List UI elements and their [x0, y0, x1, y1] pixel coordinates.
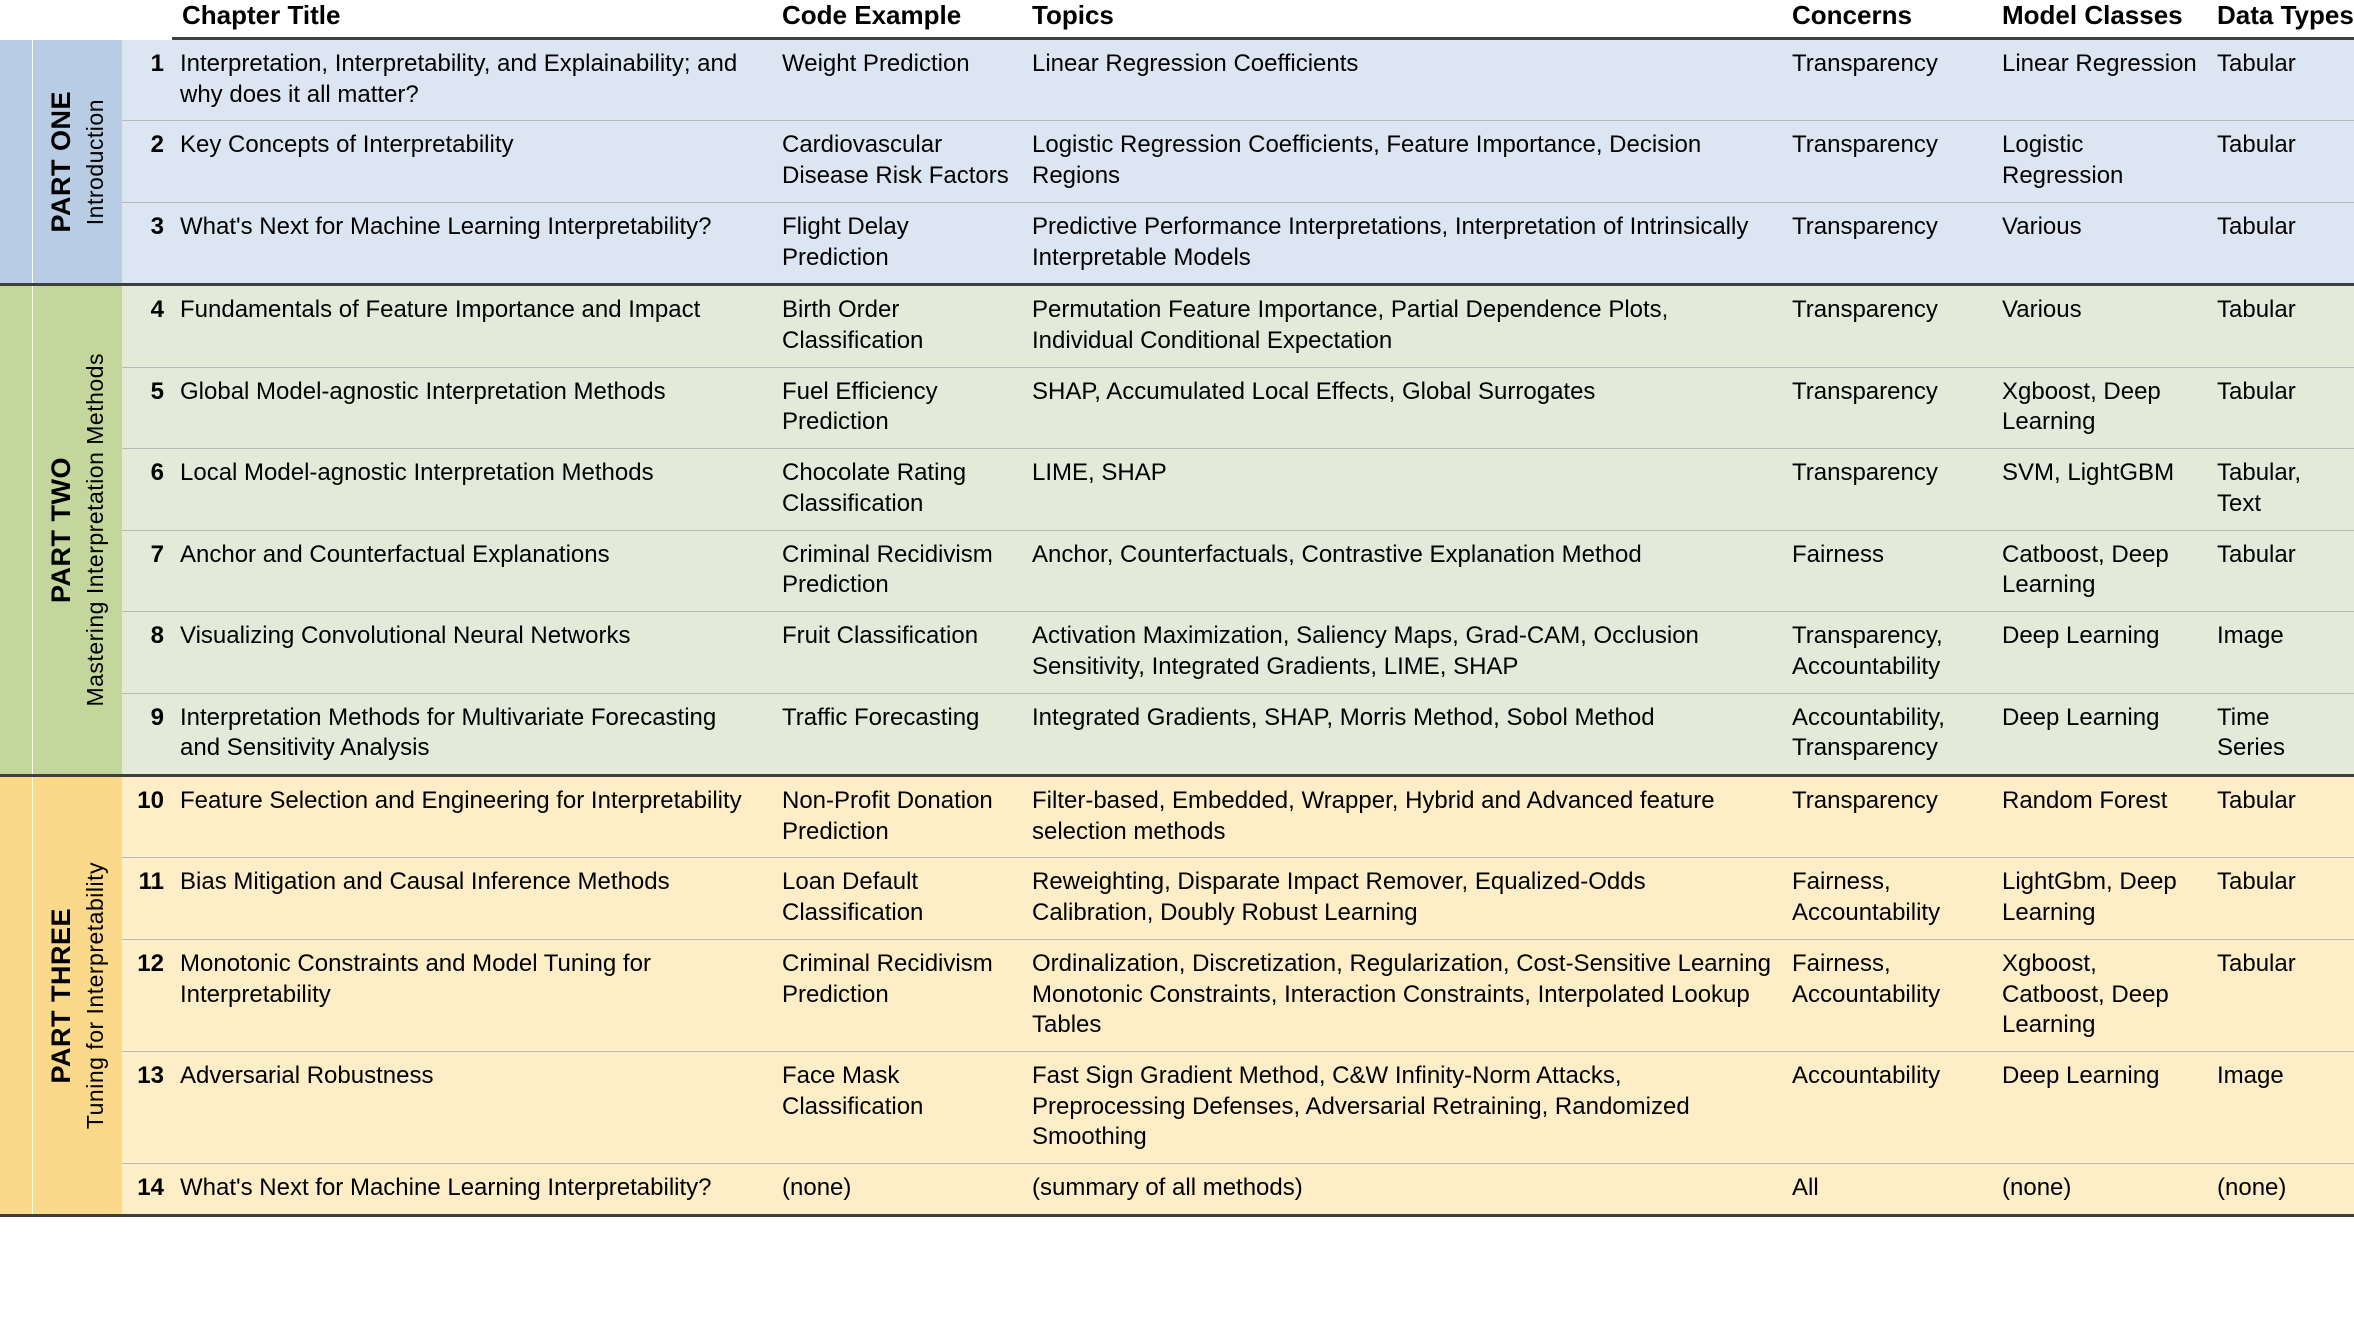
- cell-concerns: Transparency: [1782, 121, 1992, 202]
- cell-chapter-title: Adversarial Robustness: [172, 1051, 772, 1163]
- cell-chapter-title: Feature Selection and Engineering for Interpretability: [172, 775, 772, 857]
- part-label-3: [32, 775, 122, 1215]
- cell-concerns: Transparency: [1782, 367, 1992, 448]
- cell-chapter-title: Visualizing Convolutional Neural Networks: [172, 612, 772, 693]
- cell-chapter-number: 2: [122, 121, 172, 202]
- cell-concerns: Accountability, Transparency: [1782, 693, 1992, 775]
- cell-code-example: Birth Order Classification: [772, 285, 1022, 367]
- cell-chapter-number: 1: [122, 39, 172, 121]
- cell-chapter-number: 12: [122, 939, 172, 1051]
- cell-data-types: Image: [2207, 612, 2354, 693]
- cell-chapter-number: 6: [122, 449, 172, 530]
- part-label-2: [32, 285, 122, 776]
- cell-concerns: Transparency: [1782, 285, 1992, 367]
- cell-topics: Integrated Gradients, SHAP, Morris Method, Sobol Method: [1022, 693, 1782, 775]
- table-row: [0, 1051, 2354, 1163]
- cell-concerns: Accountability: [1782, 1051, 1992, 1163]
- cell-topics: Logistic Regression Coefficients, Feature Importance, Decision Regions: [1022, 121, 1782, 202]
- header-code-example: Code Example: [772, 0, 1022, 39]
- cell-chapter-title: Local Model-agnostic Interpretation Methods: [172, 449, 772, 530]
- part-band-1: [0, 39, 32, 285]
- cell-data-types: Tabular: [2207, 775, 2354, 857]
- cell-code-example: Criminal Recidivism Prediction: [772, 530, 1022, 611]
- table-row: [0, 367, 2354, 448]
- cell-model-classes: (none): [1992, 1164, 2207, 1216]
- cell-model-classes: Random Forest: [1992, 775, 2207, 857]
- cell-chapter-number: 10: [122, 775, 172, 857]
- part-subtitle: Tuning for Interpretability: [81, 861, 108, 1129]
- cell-code-example: (none): [772, 1164, 1022, 1216]
- table-header: [0, 0, 2354, 39]
- table-row: [0, 939, 2354, 1051]
- cell-code-example: Fuel Efficiency Prediction: [772, 367, 1022, 448]
- cell-model-classes: Logistic Regression: [1992, 121, 2207, 202]
- cell-code-example: Fruit Classification: [772, 612, 1022, 693]
- cell-model-classes: Catboost, Deep Learning: [1992, 530, 2207, 611]
- part-label-1: [32, 39, 122, 285]
- cell-topics: Linear Regression Coefficients: [1022, 39, 1782, 121]
- cell-topics: Permutation Feature Importance, Partial Dependence Plots, Individual Conditional Expectation: [1022, 285, 1782, 367]
- cell-topics: Activation Maximization, Saliency Maps, Grad-CAM, Occlusion Sensitivity, Integrated Gradients, LIME, SHAP: [1022, 612, 1782, 693]
- cell-chapter-number: 5: [122, 367, 172, 448]
- cell-concerns: Fairness, Accountability: [1782, 939, 1992, 1051]
- cell-data-types: Tabular: [2207, 121, 2354, 202]
- cell-model-classes: Xgboost, Catboost, Deep Learning: [1992, 939, 2207, 1051]
- cell-topics: Filter-based, Embedded, Wrapper, Hybrid and Advanced feature selection methods: [1022, 775, 1782, 857]
- table-row: [0, 530, 2354, 611]
- cell-chapter-number: 11: [122, 858, 172, 939]
- table-row: [0, 285, 2354, 367]
- cell-concerns: Fairness: [1782, 530, 1992, 611]
- cell-concerns: Transparency: [1782, 775, 1992, 857]
- header-concerns: Concerns: [1782, 0, 1992, 39]
- cell-chapter-number: 9: [122, 693, 172, 775]
- part-band-2: [0, 285, 32, 776]
- cell-concerns: Transparency: [1782, 449, 1992, 530]
- cell-topics: SHAP, Accumulated Local Effects, Global Surrogates: [1022, 367, 1782, 448]
- part-band-3: [0, 775, 32, 1215]
- cell-data-types: Tabular: [2207, 39, 2354, 121]
- part-subtitle: Introduction: [81, 98, 108, 225]
- cell-chapter-title: Fundamentals of Feature Importance and Impact: [172, 285, 772, 367]
- cell-topics: Ordinalization, Discretization, Regularization, Cost-Sensitive Learning Monotonic Constraints, Interaction Constraints, Interpolated Lookup Tables: [1022, 939, 1782, 1051]
- cell-model-classes: Deep Learning: [1992, 1051, 2207, 1163]
- cell-data-types: Tabular: [2207, 202, 2354, 284]
- cell-model-classes: Deep Learning: [1992, 612, 2207, 693]
- cell-model-classes: LightGbm, Deep Learning: [1992, 858, 2207, 939]
- cell-code-example: Weight Prediction: [772, 39, 1022, 121]
- cell-data-types: Tabular: [2207, 367, 2354, 448]
- cell-chapter-title: Bias Mitigation and Causal Inference Methods: [172, 858, 772, 939]
- cell-data-types: Image: [2207, 1051, 2354, 1163]
- cell-data-types: Tabular: [2207, 939, 2354, 1051]
- part-name: PART ONE: [46, 90, 77, 233]
- header-topics: Topics: [1022, 0, 1782, 39]
- cell-chapter-number: 3: [122, 202, 172, 284]
- cell-chapter-number: 4: [122, 285, 172, 367]
- cell-code-example: Non-Profit Donation Prediction: [772, 775, 1022, 857]
- cell-model-classes: Deep Learning: [1992, 693, 2207, 775]
- cell-code-example: Face Mask Classification: [772, 1051, 1022, 1163]
- cell-topics: LIME, SHAP: [1022, 449, 1782, 530]
- cell-data-types: (none): [2207, 1164, 2354, 1216]
- part-name: PART TWO: [46, 457, 77, 604]
- table-row: [0, 121, 2354, 202]
- header-data-types: Data Types: [2207, 0, 2354, 39]
- cell-data-types: Tabular: [2207, 530, 2354, 611]
- header-model-classes: Model Classes: [1992, 0, 2207, 39]
- table-row: [0, 775, 2354, 857]
- cell-topics: (summary of all methods): [1022, 1164, 1782, 1216]
- table-row: [0, 1164, 2354, 1216]
- header-part-label-spacer: [32, 0, 122, 39]
- header-chapter-title: Chapter Title: [172, 0, 772, 39]
- cell-concerns: Transparency: [1782, 202, 1992, 284]
- cell-code-example: Flight Delay Prediction: [772, 202, 1022, 284]
- cell-model-classes: Linear Regression: [1992, 39, 2207, 121]
- cell-data-types: Tabular, Text: [2207, 449, 2354, 530]
- part-name: PART THREE: [46, 907, 77, 1084]
- header-number-spacer: [122, 0, 172, 39]
- cell-concerns: All: [1782, 1164, 1992, 1216]
- cell-model-classes: SVM, LightGBM: [1992, 449, 2207, 530]
- cell-concerns: Transparency: [1782, 39, 1992, 121]
- cell-chapter-number: 7: [122, 530, 172, 611]
- cell-concerns: Transparency, Accountability: [1782, 612, 1992, 693]
- cell-model-classes: Xgboost, Deep Learning: [1992, 367, 2207, 448]
- table-body: [0, 39, 2354, 1216]
- table-row: [0, 39, 2354, 121]
- cell-code-example: Chocolate Rating Classification: [772, 449, 1022, 530]
- cell-chapter-number: 13: [122, 1051, 172, 1163]
- cell-chapter-title: Global Model-agnostic Interpretation Methods: [172, 367, 772, 448]
- cell-data-types: Tabular: [2207, 285, 2354, 367]
- table-row: [0, 202, 2354, 284]
- cell-topics: Reweighting, Disparate Impact Remover, Equalized-Odds Calibration, Doubly Robust Learning: [1022, 858, 1782, 939]
- table-row: [0, 858, 2354, 939]
- cell-concerns: Fairness, Accountability: [1782, 858, 1992, 939]
- cell-code-example: Loan Default Classification: [772, 858, 1022, 939]
- cell-data-types: Time Series: [2207, 693, 2354, 775]
- table-row: [0, 693, 2354, 775]
- part-subtitle: Mastering Interpretation Methods: [81, 353, 108, 707]
- cell-data-types: Tabular: [2207, 858, 2354, 939]
- cell-model-classes: Various: [1992, 202, 2207, 284]
- table-row: [0, 612, 2354, 693]
- cell-chapter-number: 8: [122, 612, 172, 693]
- cell-chapter-title: Anchor and Counterfactual Explanations: [172, 530, 772, 611]
- cell-topics: Anchor, Counterfactuals, Contrastive Explanation Method: [1022, 530, 1782, 611]
- cell-chapter-number: 14: [122, 1164, 172, 1216]
- cell-chapter-title: Interpretation, Interpretability, and Explainability; and why does it all matter?: [172, 39, 772, 121]
- cell-topics: Predictive Performance Interpretations, Interpretation of Intrinsically Interpretable Models: [1022, 202, 1782, 284]
- cell-chapter-title: Interpretation Methods for Multivariate Forecasting and Sensitivity Analysis: [172, 693, 772, 775]
- header-part-spacer: [0, 0, 32, 39]
- cell-chapter-title: Monotonic Constraints and Model Tuning for Interpretability: [172, 939, 772, 1051]
- cell-chapter-title: Key Concepts of Interpretability: [172, 121, 772, 202]
- cell-model-classes: Various: [1992, 285, 2207, 367]
- cell-code-example: Criminal Recidivism Prediction: [772, 939, 1022, 1051]
- cell-code-example: Cardiovascular Disease Risk Factors: [772, 121, 1022, 202]
- table-row: [0, 449, 2354, 530]
- cell-chapter-title: What's Next for Machine Learning Interpretability?: [172, 1164, 772, 1216]
- cell-topics: Fast Sign Gradient Method, C&W Infinity-Norm Attacks, Preprocessing Defenses, Adversarial Retraining, Randomized Smoothing: [1022, 1051, 1782, 1163]
- cell-chapter-title: What's Next for Machine Learning Interpretability?: [172, 202, 772, 284]
- cell-code-example: Traffic Forecasting: [772, 693, 1022, 775]
